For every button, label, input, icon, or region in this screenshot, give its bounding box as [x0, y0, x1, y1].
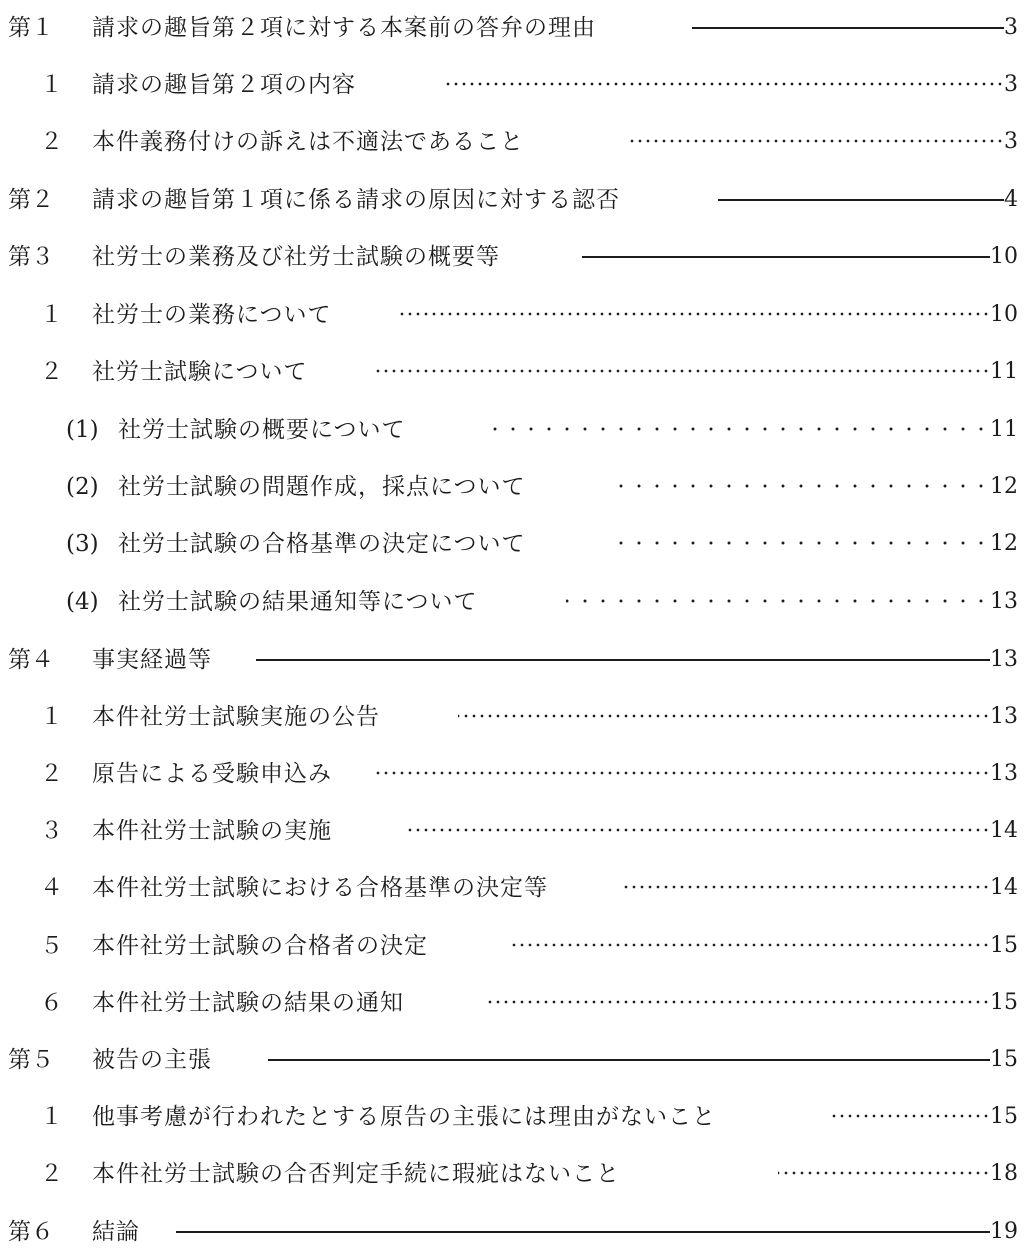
toc-entry-title: 事実経過等 [92, 647, 212, 673]
toc-leader-line [692, 27, 1004, 29]
toc-page-number: 15 [990, 1047, 1018, 1072]
toc-leader-line [832, 1114, 990, 1118]
toc-leader-line [630, 139, 1004, 143]
toc-entry [0, 1212, 1024, 1252]
toc-entry [0, 8, 1024, 48]
toc-page-number: 3 [1004, 15, 1018, 40]
toc-entry [0, 65, 1024, 105]
toc-page-number: 13 [990, 647, 1018, 672]
toc-leader-line [566, 599, 990, 603]
toc-entry-number: 第１ [8, 15, 54, 41]
toc-entry-title: 本件社労士試験実施の公告 [92, 704, 380, 730]
toc-entry-title: 本件社労士試験の結果の通知 [92, 990, 404, 1016]
toc-entry-title: 請求の趣旨第１項に係る請求の原因に対する認否 [92, 187, 620, 213]
toc-entry [0, 122, 1024, 162]
toc-entry-number: 第３ [8, 244, 54, 270]
toc-entry [0, 811, 1024, 851]
toc-page-number: 18 [990, 1161, 1018, 1186]
toc-entry-number: 第２ [8, 187, 54, 213]
toc-entry [0, 524, 1024, 564]
toc-leader-line [268, 1059, 990, 1061]
toc-leader-line [376, 369, 990, 373]
toc-page-number: 14 [990, 818, 1018, 843]
toc-page-number: 15 [990, 1104, 1018, 1129]
toc-entry-title: 社労士試験の結果通知等について [118, 589, 478, 615]
toc-entry [0, 352, 1024, 392]
toc-page-number: 14 [990, 875, 1018, 900]
toc-entry-title: 他事考慮が行われたとする原告の主張には理由がないこと [92, 1104, 716, 1130]
toc-entry-number: ３ [40, 818, 63, 844]
toc-leader-line [718, 199, 1004, 201]
toc-page-number: 10 [990, 302, 1018, 327]
toc-entry [0, 983, 1024, 1023]
toc-entry-title: 本件義務付けの訴えは不適法であること [92, 129, 524, 155]
toc-entry-title: 結論 [92, 1219, 140, 1245]
toc-entry-number: １ [40, 72, 63, 98]
toc-entry-number: (2) [66, 474, 99, 500]
toc-entry-title: 請求の趣旨第２項に対する本案前の答弁の理由 [92, 15, 596, 41]
toc-page-number: 13 [990, 761, 1018, 786]
toc-entry-number: 第４ [8, 647, 54, 673]
toc-leader-line [618, 541, 990, 545]
toc-entry [0, 237, 1024, 277]
toc-entry-number: １ [40, 1104, 63, 1130]
toc-page-number: 13 [990, 704, 1018, 729]
toc-leader-line [400, 312, 990, 316]
toc-entry [0, 180, 1024, 220]
toc-entry [0, 1097, 1024, 1137]
toc-leader-line [176, 1231, 990, 1233]
toc-entry [0, 1154, 1024, 1194]
toc-entry-title: 原告による受験申込み [92, 761, 332, 787]
toc-entry [0, 697, 1024, 737]
toc-entry [0, 754, 1024, 794]
toc-entry-number: ２ [40, 761, 63, 787]
toc-leader-line [488, 427, 990, 431]
toc-entry [0, 640, 1024, 680]
toc-entry-number: ４ [40, 875, 63, 901]
toc-entry-number: ６ [40, 990, 63, 1016]
toc-page-number: 11 [990, 359, 1018, 384]
toc-entry [0, 410, 1024, 450]
toc-page-number: 11 [990, 417, 1018, 442]
toc-entry-title: 社労士試験の概要について [118, 417, 406, 443]
toc-leader-line [458, 714, 990, 718]
toc-entry-number: 第６ [8, 1219, 54, 1245]
toc-leader-line [778, 1171, 990, 1175]
toc-page-number: 15 [990, 990, 1018, 1015]
toc-entry [0, 582, 1024, 622]
toc-entry-number: (4) [66, 589, 99, 615]
toc-leader-line [484, 1000, 990, 1004]
toc-page-number: 12 [990, 531, 1018, 556]
toc-entry-title: 本件社労士試験における合格基準の決定等 [92, 875, 548, 901]
toc-entry-title: 被告の主張 [92, 1047, 212, 1073]
toc-entry [0, 467, 1024, 507]
toc-entry [0, 295, 1024, 335]
toc-entry-title: 本件社労士試験の合否判定手続に瑕疵はないこと [92, 1161, 620, 1187]
toc-entry [0, 868, 1024, 908]
toc-entry-title: 社労士試験の問題作成，採点について [118, 474, 526, 500]
toc-page-number: 13 [990, 589, 1018, 614]
toc-page-number: 3 [1004, 129, 1018, 154]
toc-page-number: 12 [990, 474, 1018, 499]
toc-leader-line [256, 659, 990, 661]
toc-entry-number: ２ [40, 359, 63, 385]
toc-entry-number: 第５ [8, 1047, 54, 1073]
toc-leader-line [510, 943, 990, 947]
toc-entry-number: ２ [40, 1161, 63, 1187]
toc-entry-title: 本件社労士試験の合格者の決定 [92, 933, 428, 959]
toc-leader-line [376, 771, 990, 775]
toc-entry [0, 1040, 1024, 1080]
toc-entry-title: 社労士の業務について [92, 302, 332, 328]
toc-entry-title: 社労士試験の合格基準の決定について [118, 531, 526, 557]
toc-entry-number: １ [40, 302, 63, 328]
toc-entry [0, 926, 1024, 966]
toc-entry-number: (1) [66, 417, 99, 443]
toc-page-number: 15 [990, 933, 1018, 958]
toc-entry-number: ２ [40, 129, 63, 155]
toc-page-number: 4 [1004, 187, 1018, 212]
toc-leader-line [582, 256, 990, 258]
toc-entry-title: 本件社労士試験の実施 [92, 818, 332, 844]
toc-leader-line [404, 828, 990, 832]
toc-page-number: 3 [1004, 72, 1018, 97]
toc-page-number: 19 [990, 1219, 1018, 1244]
toc-entry-number: １ [40, 704, 63, 730]
toc-page-number: 10 [990, 244, 1018, 269]
toc-entry-title: 社労士の業務及び社労士試験の概要等 [92, 244, 500, 270]
toc-entry-title: 請求の趣旨第２項の内容 [92, 72, 356, 98]
toc-leader-line [620, 885, 990, 889]
toc-leader-line [618, 484, 990, 488]
toc-leader-line [444, 82, 1004, 86]
toc-entry-number: (3) [66, 531, 99, 557]
toc-entry-title: 社労士試験について [92, 359, 308, 385]
toc-entry-number: ５ [40, 933, 63, 959]
